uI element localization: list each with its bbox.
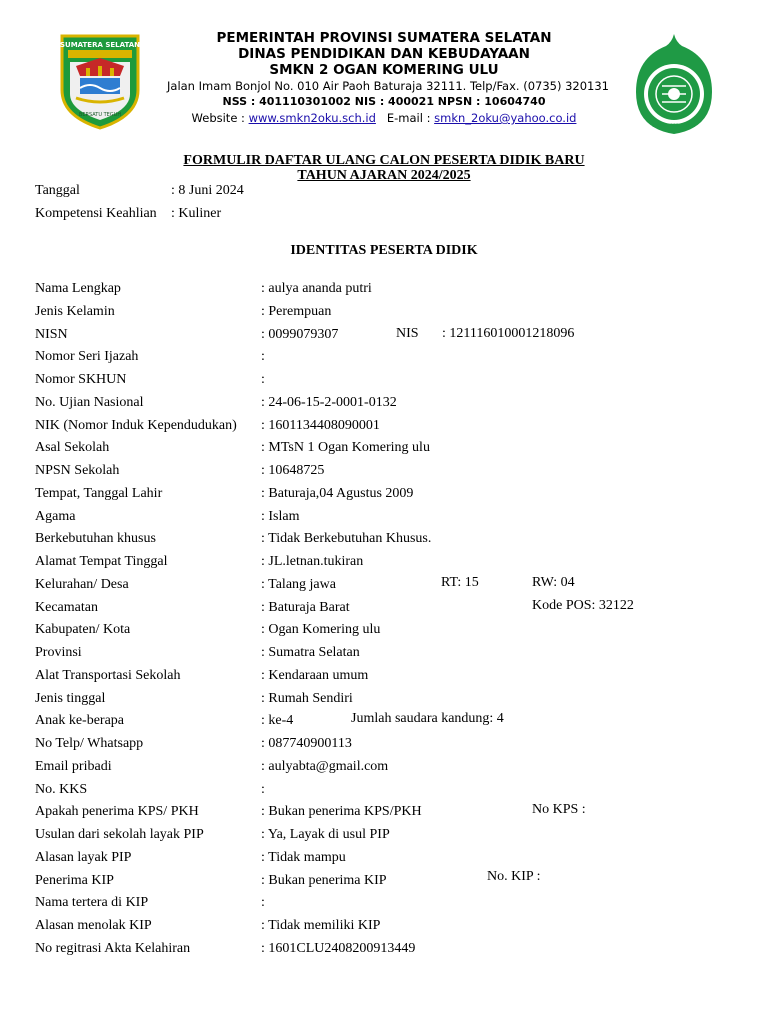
website-label: Website : (191, 111, 249, 125)
letterhead-government: PEMERINTAH PROVINSI SUMATERA SELATAN (216, 30, 552, 46)
letterhead-school: SMKN 2 OGAN KOMERING ULU (269, 62, 499, 78)
kps-number-label: No KPS : (532, 802, 586, 817)
field-label: Berkebutuhan khusus (35, 531, 156, 546)
field-value: : Islam (261, 509, 300, 524)
field-value: : aulyabta@gmail.com (261, 759, 389, 774)
rw-value: RW: 04 (532, 575, 575, 590)
field-value: : 10648725 (261, 463, 325, 478)
field-value: : (261, 782, 265, 797)
field-value: : aulya ananda putri (261, 281, 372, 296)
field-value: : Talang jawa (261, 577, 336, 592)
left-logo-motto-text: BERSATU TEGUH (78, 112, 122, 118)
field-label: Tempat, Tanggal Lahir (35, 486, 163, 501)
letterhead-contacts (0, 111, 768, 125)
field-value: : Tidak memiliki KIP (261, 918, 381, 933)
nis-value: : 121116010001218096 (442, 326, 575, 341)
field-value: : Rumah Sendiri (261, 691, 353, 706)
field-label: Alasan layak PIP (35, 850, 132, 865)
field-label: Kecamatan (35, 600, 98, 615)
field-label: Nama tertera di KIP (35, 895, 149, 910)
field-value: : (261, 372, 265, 387)
right-logo-text: SMK NEGERI 2 OKU (652, 124, 696, 129)
field-value: : Tidak mampu (261, 850, 346, 865)
skill-value: : Kuliner (171, 206, 222, 221)
field-label: NISN (35, 327, 68, 342)
field-value: : Bukan penerima KPS/PKH (261, 804, 422, 819)
website-link[interactable]: www.smkn2oku.sch.id (248, 111, 376, 125)
field-value: : Baturaja,04 Agustus 2009 (261, 486, 414, 501)
field-value: : Kendaraan umum (261, 668, 369, 683)
field-value: : 087740900113 (261, 736, 352, 751)
field-label: Alat Transportasi Sekolah (35, 668, 181, 683)
academic-year: TAHUN AJARAN 2024/2025 (297, 168, 471, 183)
rt-value: RT: 15 (441, 575, 479, 590)
field-value: : JL.letnan.tukiran (261, 554, 364, 569)
field-value: : 0099079307 (261, 327, 339, 342)
field-label: Usulan dari sekolah layak PIP (35, 827, 204, 842)
kip-number-label: No. KIP : (487, 869, 541, 884)
field-value: : (261, 349, 265, 364)
left-logo-banner-text: SUMATERA SELATAN (59, 41, 141, 49)
date-value: : 8 Juni 2024 (171, 183, 244, 198)
field-label: Jenis tinggal (35, 691, 106, 706)
field-value: : 1601CLU2408200913449 (261, 941, 416, 956)
field-value: : Tidak Berkebutuhan Khusus. (261, 531, 432, 546)
letterhead-ids: NSS : 401110301002 NIS : 400021 NPSN : 10604740 (222, 95, 546, 108)
field-label: Email pribadi (35, 759, 112, 774)
form-title: FORMULIR DAFTAR ULANG CALON PESERTA DIDIK BARU (183, 153, 585, 168)
siblings-value: Jumlah saudara kandung: 4 (351, 711, 504, 726)
letterhead-address: Jalan Imam Bonjol No. 010 Air Paoh Baturaja 32111. Telp/Fax. (0735) 320131 (167, 79, 609, 93)
field-label: Apakah penerima KPS/ PKH (35, 804, 199, 819)
field-label: Kelurahan/ Desa (35, 577, 129, 592)
field-value: : Ya, Layak di usul PIP (261, 827, 390, 842)
date-label: Tanggal (35, 183, 80, 198)
field-label: Penerima KIP (35, 873, 114, 888)
field-label: Nomor Seri Ijazah (35, 349, 139, 364)
field-label: Jenis Kelamin (35, 304, 115, 319)
skill-label: Kompetensi Keahlian (35, 206, 157, 221)
field-value: : ke-4 (261, 713, 294, 728)
field-label: Alamat Tempat Tinggal (35, 554, 168, 569)
field-value: : Perempuan (261, 304, 332, 319)
field-label: NIK (Nomor Induk Kependudukan) (35, 418, 237, 433)
field-label: Nama Lengkap (35, 281, 121, 296)
field-value: : MTsN 1 Ogan Komering ulu (261, 440, 430, 455)
field-label: NPSN Sekolah (35, 463, 120, 478)
field-label: Alasan menolak KIP (35, 918, 152, 933)
field-label: No Telp/ Whatsapp (35, 736, 144, 751)
field-label: Provinsi (35, 645, 82, 660)
field-label: No regitrasi Akta Kelahiran (35, 941, 191, 956)
field-value: : Sumatra Selatan (261, 645, 360, 660)
field-label: Nomor SKHUN (35, 372, 127, 387)
field-value: : Ogan Komering ulu (261, 622, 381, 637)
field-label: Asal Sekolah (35, 440, 110, 455)
field-value: : 24-06-15-2-0001-0132 (261, 395, 397, 410)
field-label: No. KKS (35, 782, 88, 797)
field-value: : (261, 895, 265, 910)
field-label: Kabupaten/ Kota (35, 622, 131, 637)
field-label: No. Ujian Nasional (35, 395, 144, 410)
field-label: Agama (35, 509, 76, 524)
nis-label: NIS (396, 326, 419, 341)
field-label: Anak ke-berapa (35, 713, 125, 728)
email-link[interactable]: smkn_2oku@yahoo.co.id (434, 111, 577, 125)
section-title: IDENTITAS PESERTA DIDIK (290, 243, 478, 258)
field-value: : 1601134408090001 (261, 418, 380, 433)
field-value: : Bukan penerima KIP (261, 873, 387, 888)
email-label: E-mail : (375, 111, 435, 125)
postal-code-value: Kode POS: 32122 (532, 598, 634, 613)
letterhead-agency: DINAS PENDIDIKAN DAN KEBUDAYAAN (238, 46, 530, 62)
field-value: : Baturaja Barat (261, 600, 350, 615)
